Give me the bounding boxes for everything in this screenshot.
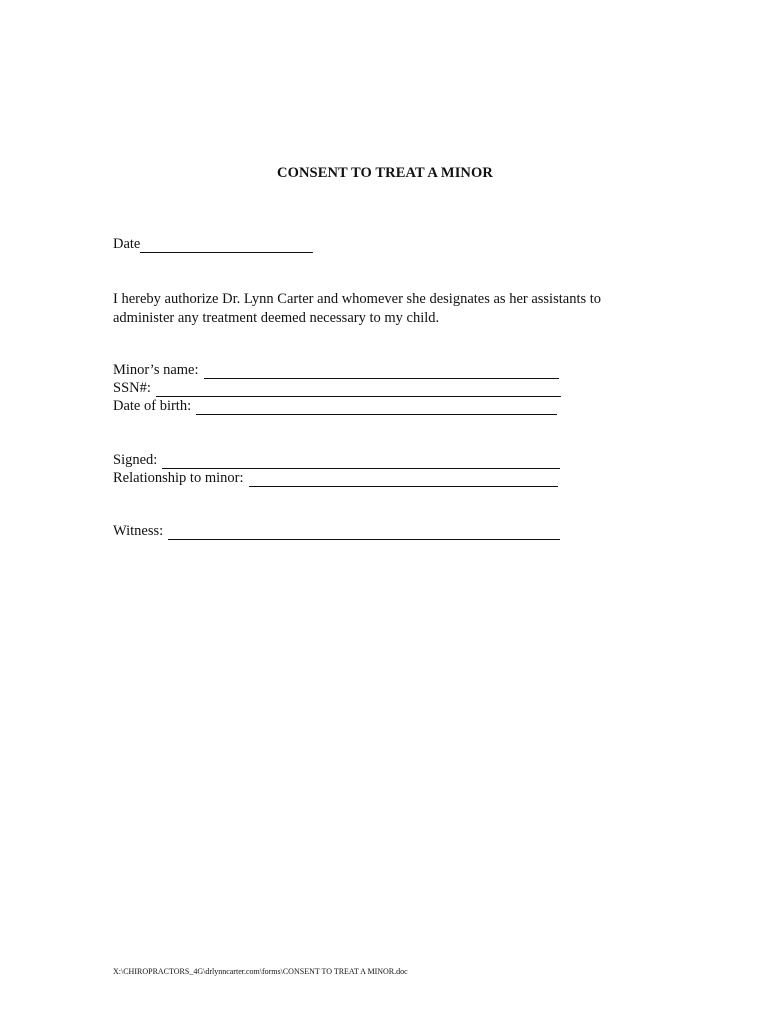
date-of-birth-field[interactable] bbox=[196, 401, 557, 415]
minors-name-row bbox=[113, 362, 559, 379]
witness-field[interactable] bbox=[168, 526, 560, 540]
ssn-row bbox=[113, 380, 561, 397]
ssn-label: SSN#: bbox=[113, 380, 151, 396]
relationship-label: Relationship to minor: bbox=[113, 470, 244, 486]
date-label: Date bbox=[113, 236, 141, 252]
date-of-birth-label: Date of birth: bbox=[113, 398, 192, 414]
ssn-field[interactable] bbox=[156, 383, 561, 397]
date-of-birth-row bbox=[113, 398, 557, 415]
witness-row bbox=[113, 523, 560, 540]
relationship-row bbox=[113, 470, 558, 487]
date-row bbox=[113, 236, 313, 253]
authorization-line-1: I hereby authorize Dr. Lynn Carter and whomever she designates as her assistants to bbox=[113, 291, 602, 307]
authorization-line-2: administer any treatment deemed necessary to my child. bbox=[113, 310, 440, 326]
date-field[interactable] bbox=[140, 239, 313, 253]
signed-field[interactable] bbox=[162, 455, 560, 469]
minors-name-field[interactable] bbox=[204, 365, 559, 379]
relationship-field[interactable] bbox=[249, 473, 558, 487]
minors-name-label: Minor’s name: bbox=[113, 362, 199, 378]
signed-row bbox=[113, 452, 560, 469]
document-title: CONSENT TO TREAT A MINOR bbox=[277, 165, 493, 181]
signed-label: Signed: bbox=[113, 452, 158, 468]
authorization-paragraph bbox=[113, 290, 653, 328]
witness-label: Witness: bbox=[113, 523, 164, 539]
footer-file-path: X:\CHIROPRACTORS_4G\drlynncarter.com\forms\CONSENT TO TREAT A MINOR.doc bbox=[113, 967, 408, 976]
